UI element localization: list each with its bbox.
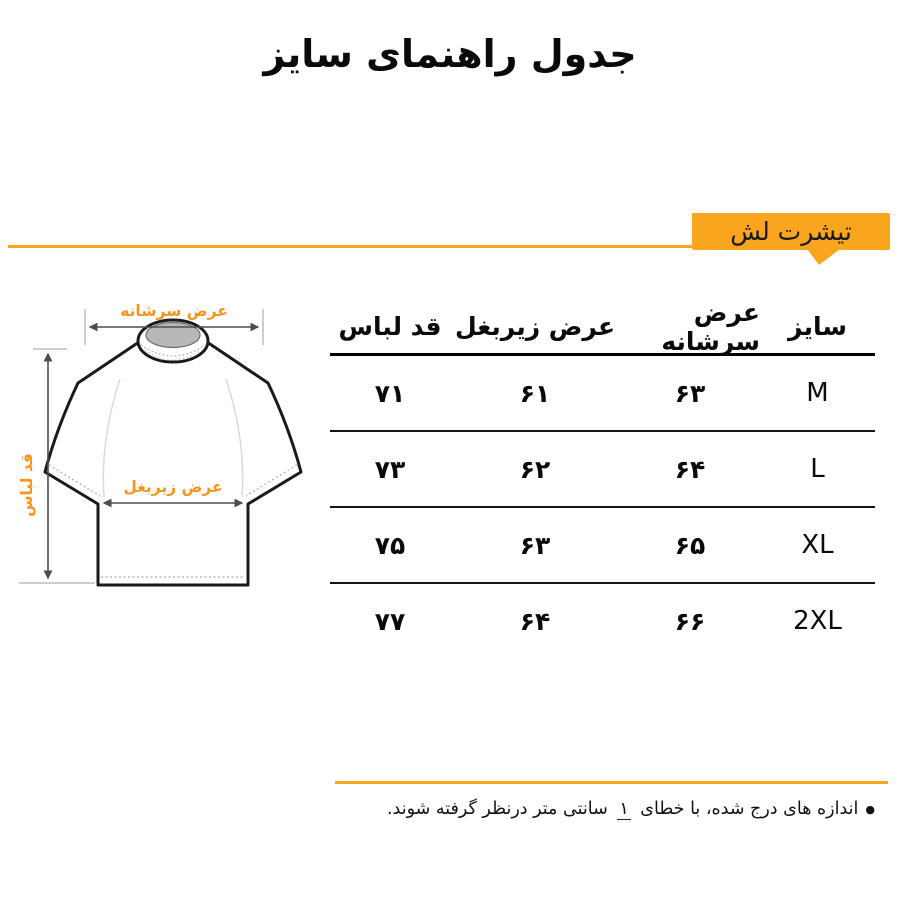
table-row-2xl [330,584,875,658]
bullet-icon: ● [865,802,875,816]
size-value: M [806,378,829,408]
header-size: سایز [788,312,847,341]
length-value: ۷۵ [374,530,406,560]
length-value: ۷۷ [374,606,406,636]
shoulder-value: ۶۵ [674,530,706,560]
underarm-value: ۶۳ [519,530,551,560]
banner-tail-icon [807,249,840,265]
size-table [330,297,875,658]
underarm-value: ۶۱ [519,378,551,408]
note-prefix: اندازه های درج شده، با خطای [640,799,859,819]
length-value: ۷۳ [374,454,406,484]
table-row-l [330,432,875,508]
shoulder-value: ۶۴ [674,454,706,484]
shoulder-width-label: عرض سرشانه [120,302,228,320]
size-value: 2XL [793,606,842,636]
product-banner [692,213,890,250]
size-value: XL [801,530,834,560]
length-value: ۷۱ [374,378,406,408]
note-tolerance-number: ۱ [619,799,629,819]
table-row-xl [330,508,875,584]
banner-divider-line [8,245,692,248]
size-table-header-row [330,297,875,356]
product-banner-label: تیشرت لش [730,217,852,246]
header-garment-length: قد لباس [338,312,442,341]
garment-length-label: قد لباس [18,453,36,517]
tshirt-outline [45,320,301,585]
footer-divider-line [335,781,888,784]
tshirt-measurement-diagram [5,285,315,605]
tolerance-note-text [383,799,858,819]
page-title: جدول راهنمای سایز [263,32,637,76]
underarm-width-label: عرض زیربغل [123,478,223,496]
size-value: L [810,454,825,484]
table-row-m [330,356,875,432]
header-shoulder-width: عرض سرشانه [661,297,760,356]
underarm-value: ۶۴ [519,606,551,636]
note-suffix: سانتی متر درنظر گرفته شوند. [386,799,608,819]
header-underarm-width: عرض زیربغل [454,312,616,341]
tolerance-note [383,799,875,819]
shoulder-value: ۶۶ [674,606,706,636]
shoulder-value: ۶۳ [674,378,706,408]
underarm-value: ۶۲ [519,454,551,484]
